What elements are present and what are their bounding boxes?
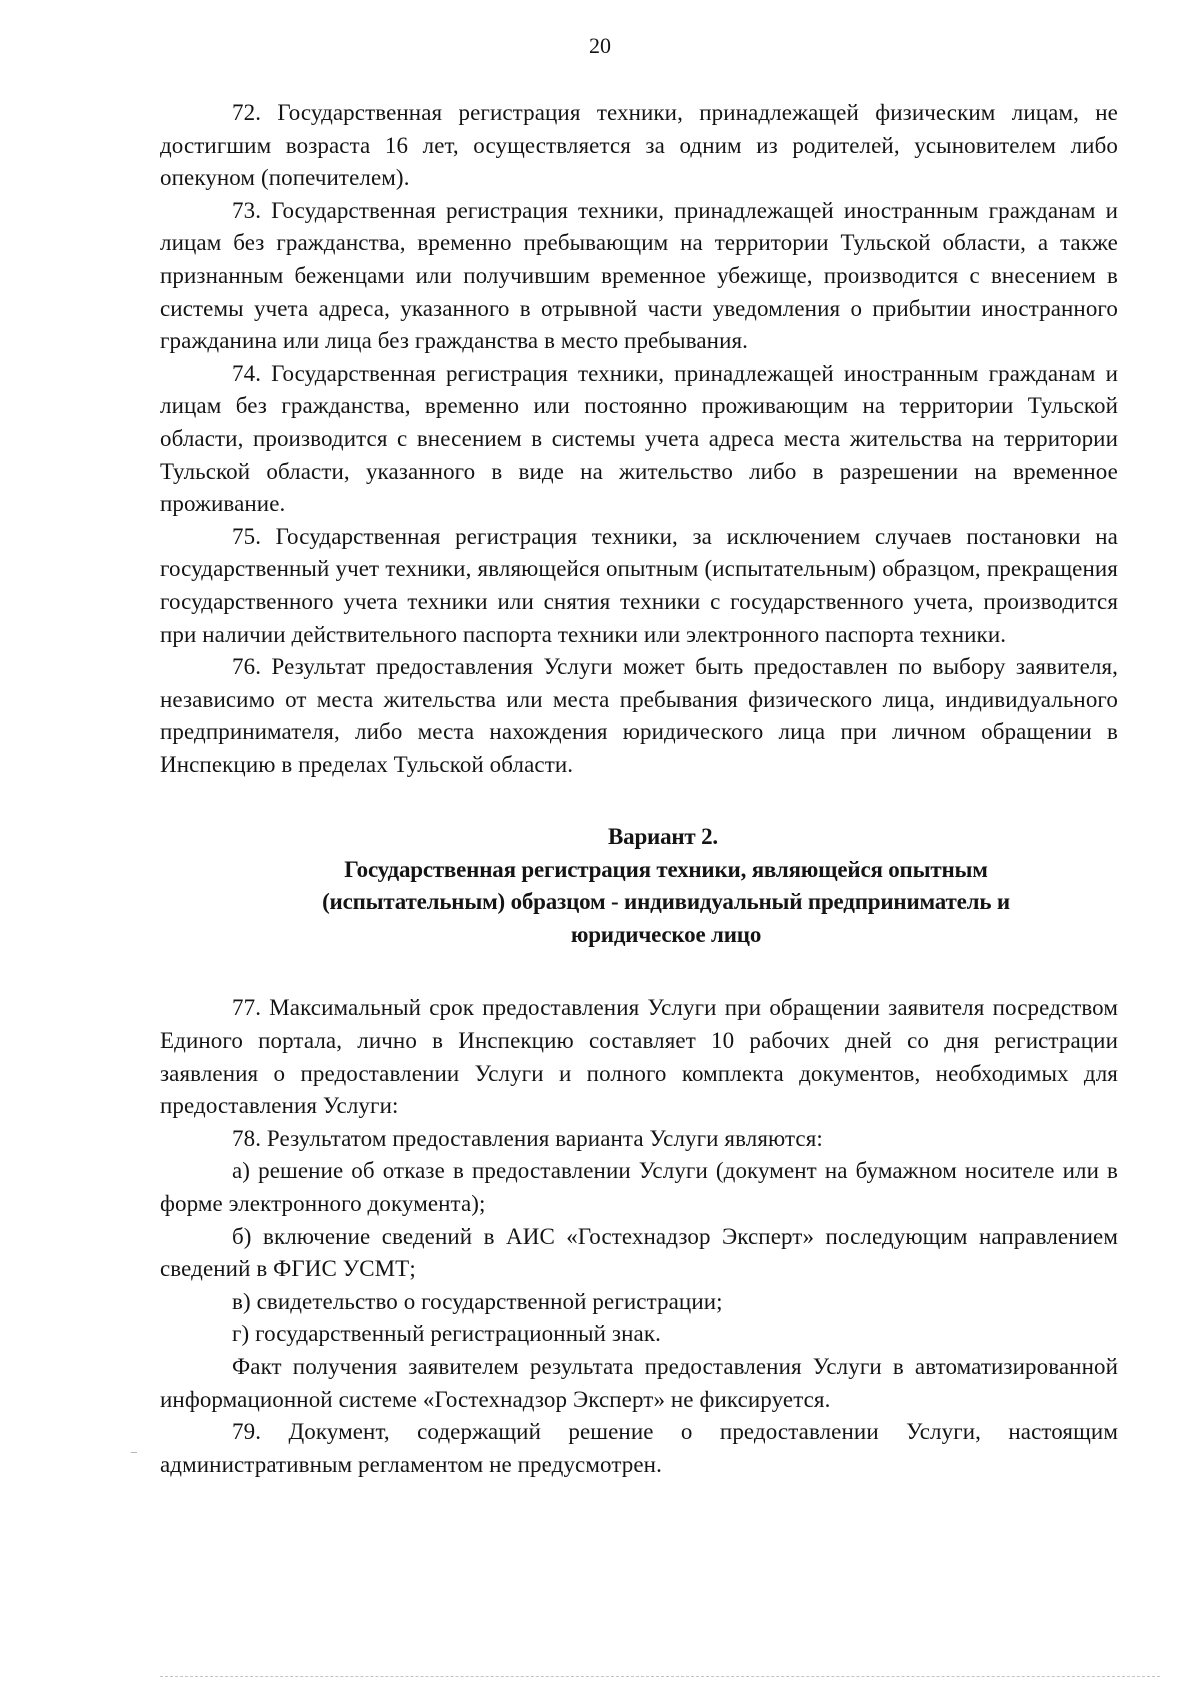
paragraph-76: 76. Результат предоставления Услуги может быть предоставлен по выбору заявителя, независимо от места жительства или места пребывания физического лица, индивидуального предпринимателя, либо места нахождения юридического лица при личном обращении в Инспекцию в пределах Тульской области.: [160, 654, 1118, 777]
scan-margin-mark: [131, 1452, 137, 1453]
section-heading-title: Вариант 2.: [608, 824, 718, 850]
list-item-g: г) государственный регистрационный знак.: [232, 1321, 661, 1347]
list-item-v: в) свидетельство о государственной регистрации;: [232, 1288, 723, 1314]
section-heading-line-3: юридическое лицо: [570, 921, 762, 947]
section-heading-line-1: Государственная регистрация техники, являющейся опытным: [344, 856, 988, 882]
paragraph-75: 75. Государственная регистрация техники, за исключением случаев постановки на государственный учет техники, являющейся опытным (испытательным) образцом, прекращения государственного учета техники или снятия техники с государственного учета, производится при наличии действительного паспорта техники или электронного паспорта техники.: [160, 523, 1118, 647]
paragraph-74: 74. Государственная регистрация техники, принадлежащей иностранным гражданам и лицам без гражданства, временно или постоянно проживающим на территории Тульской области, производится с внесением в системы учета адреса места жительства на территории Тульской области, указанного в виде на жительство либо в разрешении на временное проживание.: [160, 360, 1118, 517]
list-item-a: а) решение об отказе в предоставлении Услуги (документ на бумажном носителе или в форме электронного документа);: [160, 1158, 1118, 1217]
paragraph-77: 77. Максимальный срок предоставления Услуги при обращении заявителя посредством Единого портала, лично в Инспекцию составляет 10 рабочих дней со дня регистрации заявления о предоставлении Услуги и полного комплекта документов, необходимых для предоставления Услуги:: [160, 995, 1118, 1119]
paragraph-72: 72. Государственная регистрация техники, принадлежащей физическим лицам, не достигшим возраста 16 лет, осуществляется за одним из родителей, усыновителем либо опекуном (попечителем).: [160, 100, 1118, 191]
paragraph-fact: Факт получения заявителем результата предоставления Услуги в автоматизированной информационной системе «Гостехнадзор Эксперт» не фиксируется.: [160, 1354, 1118, 1412]
section-heading-line-2: (испытательным) образцом - индивидуальный предприниматель и: [322, 889, 1010, 915]
paragraph-78: 78. Результатом предоставления варианта Услуги являются:: [232, 1125, 823, 1151]
section-heading: [160, 821, 1118, 951]
list-item-b: б) включение сведений в АИС «Гостехнадзор Эксперт» последующим направлением сведений в ФГИС УСМТ;: [160, 1223, 1118, 1282]
document-body: [160, 97, 1118, 1481]
page-number: 20: [589, 33, 611, 58]
paragraph-73: 73. Государственная регистрация техники, принадлежащей иностранным гражданам и лицам без гражданства, временно пребывающим на территории Тульской области, а также признанным беженцами или получившим временное убежище, производится с внесением в системы учета адреса, указанного в отрывной части уведомления о прибытии иностранного гражданина или лица без гражданства в место пребывания.: [160, 197, 1118, 354]
footer-rule: [160, 1676, 1160, 1677]
paragraph-79: 79. Документ, содержащий решение о предоставлении Услуги, настоящим административным регламентом не предусмотрен.: [160, 1419, 1118, 1477]
